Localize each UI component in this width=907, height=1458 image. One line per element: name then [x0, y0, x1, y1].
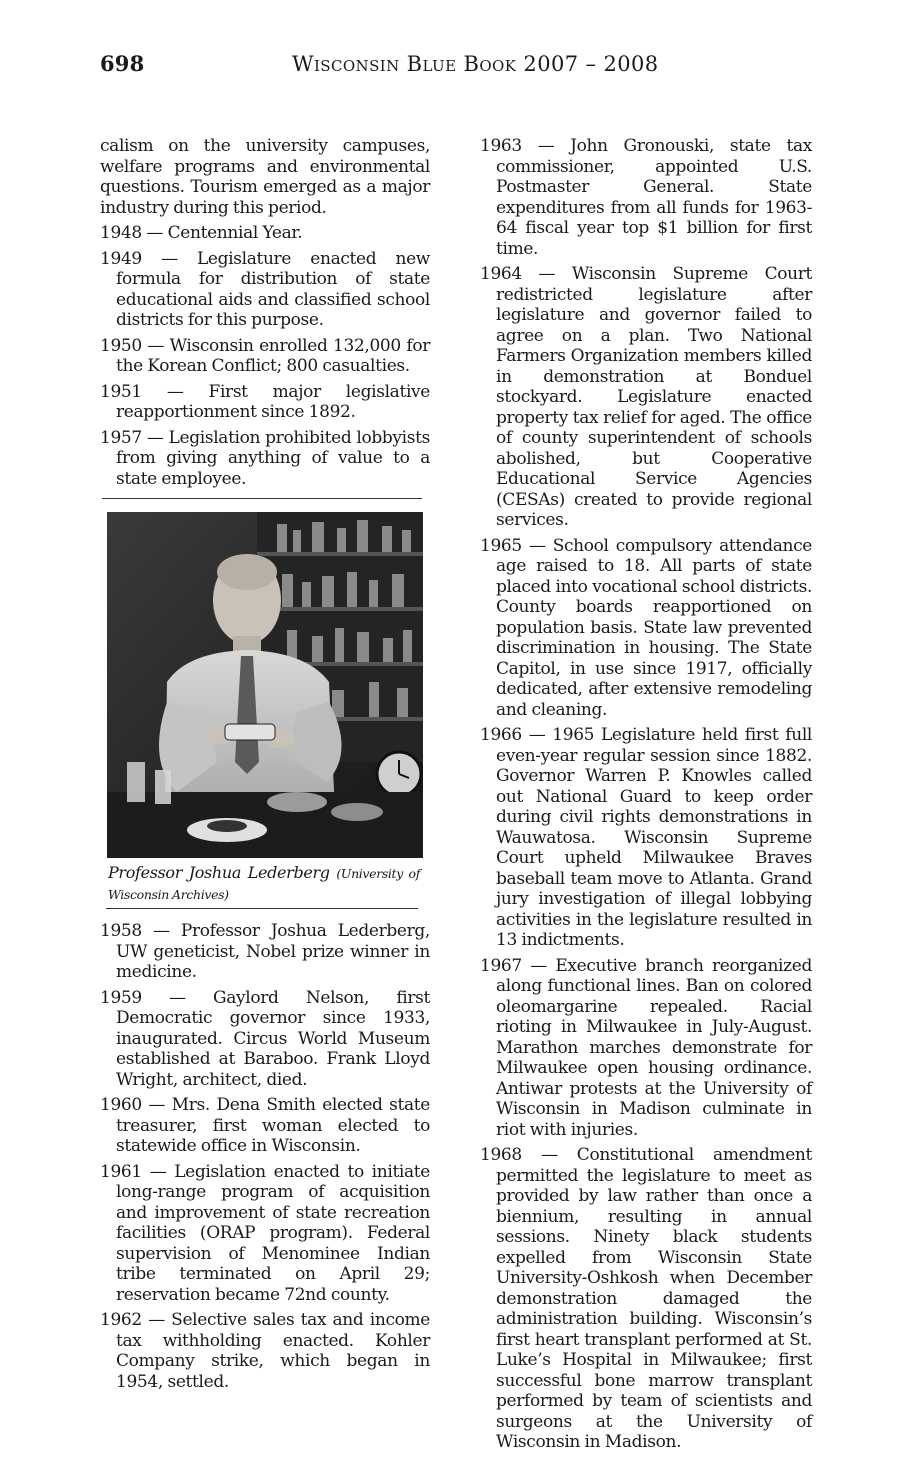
photo-caption — [108, 863, 430, 905]
entry-1949: 1949 — Legislature enacted new formula for distribution of state educational aids and classified school districts for this purpose. — [100, 248, 430, 330]
entry-1967: 1967 — Executive branch reorganized along functional lines. Ban on colored oleomargarine repealed. Racial rioting in Milwaukee in July-August. Marathon marches demonstrate for Milwaukee open housing ordinance. Antiwar protests at the University of Wisconsin in Madison culminate in riot with injuries. — [480, 955, 812, 1140]
entry-1964: 1964 — Wisconsin Supreme Court redistricted legislature after legislature and governor failed to agree on a plan. Two National Farmers Organization members killed in demonstration at Bonduel stockyard. Legislature enacted property tax relief for aged. The office of county superintendent of schools abolished, but Cooperative Educational Service Agencies (CESAs) created to provide regional services. — [480, 264, 812, 530]
intro-paragraph: calism on the university campuses, welfare programs and environmental questions. Tourism emerged as a major industry during this period. — [100, 136, 430, 218]
photo-top-rule — [102, 498, 422, 499]
entry-1951: 1951 — First major legislative reapportionment since 1892. — [100, 381, 430, 422]
entry-1965: 1965 — School compulsory attendance age raised to 18. All parts of state placed into vocational school districts. County boards reapportioned on population basis. State law prevented discrimination in housing. The State Capitol, in use since 1917, officially dedicated, after extensive remodeling and cleaning. — [480, 535, 812, 720]
entry-1957: 1957 — Legislation prohibited lobbyists from giving anything of value to a state employee. — [100, 427, 430, 489]
entry-1962: 1962 — Selective sales tax and income tax withholding enacted. Kohler Company strike, which began in 1954, settled. — [100, 1310, 430, 1392]
lab-photo-illustration — [107, 512, 423, 858]
photo-bottom-rule — [106, 908, 418, 909]
entry-1968: 1968 — Constitutional amendment permitted the legislature to meet as provided by law rather than once a biennium, resulting in annual sessions. Ninety black students expelled from Wisconsin State University-Oshkosh when December demonstration damaged the administration building. Wisconsin’s first heart transplant performed at St. Luke’s Hospital in Milwaukee; first successful bone marrow transplant performed by team of scientists and surgeons at the University of Wisconsin in Madison. — [480, 1145, 812, 1452]
entry-1960: 1960 — Mrs. Dena Smith elected state treasurer, first woman elected to statewide office in Wisconsin. — [100, 1095, 430, 1156]
entry-1966: 1966 — 1965 Legislature held first full even-year regular session since 1882. Governor Warren P. Knowles called out National Guard to keep order during civil rights demonstrations in Wauwatosa. Wisconsin Supreme Court upheld Milwaukee Braves baseball team move to Atlanta. Grand jury investigation of illegal lobbying activities in the legislature resulted in 13 indictments. — [480, 725, 812, 950]
caption-credit: (University of Wisconsin Archives) — [108, 866, 420, 902]
entry-1961: 1961 — Legislation enacted to initiate long-range program of acquisition and improvement of state recreation facilities (ORAP program). Federal supervision of Menominee Indian tribe terminated on April 29; reservation became 72nd county. — [100, 1161, 430, 1305]
entry-1948: 1948 — Centennial Year. — [100, 223, 303, 243]
lederberg-photo — [107, 512, 423, 858]
entry-1958: 1958 — Professor Joshua Lederberg, UW geneticist, Nobel prize winner in medicine. — [100, 921, 430, 982]
entry-1963: 1963 — John Gronouski, state tax commissioner, appointed U.S. Postmaster General. State expenditures from all funds for 1963-64 fiscal year top $1 billion for first time. — [480, 136, 812, 259]
right-column — [480, 136, 812, 1458]
running-head-title: Wisconsin Blue Book 2007 – 2008 — [292, 52, 659, 76]
caption-text: Professor Joshua Lederberg — [108, 863, 337, 882]
left-column — [100, 136, 430, 1397]
page-number: 698 — [100, 51, 145, 76]
entry-1950: 1950 — Wisconsin enrolled 132,000 for the Korean Conflict; 800 casualties. — [100, 335, 430, 376]
entry-1959: 1959 — Gaylord Nelson, first Democratic governor since 1933, inaugurated. Circus World Museum established at Baraboo. Frank Lloyd Wright, architect, died. — [100, 987, 430, 1090]
